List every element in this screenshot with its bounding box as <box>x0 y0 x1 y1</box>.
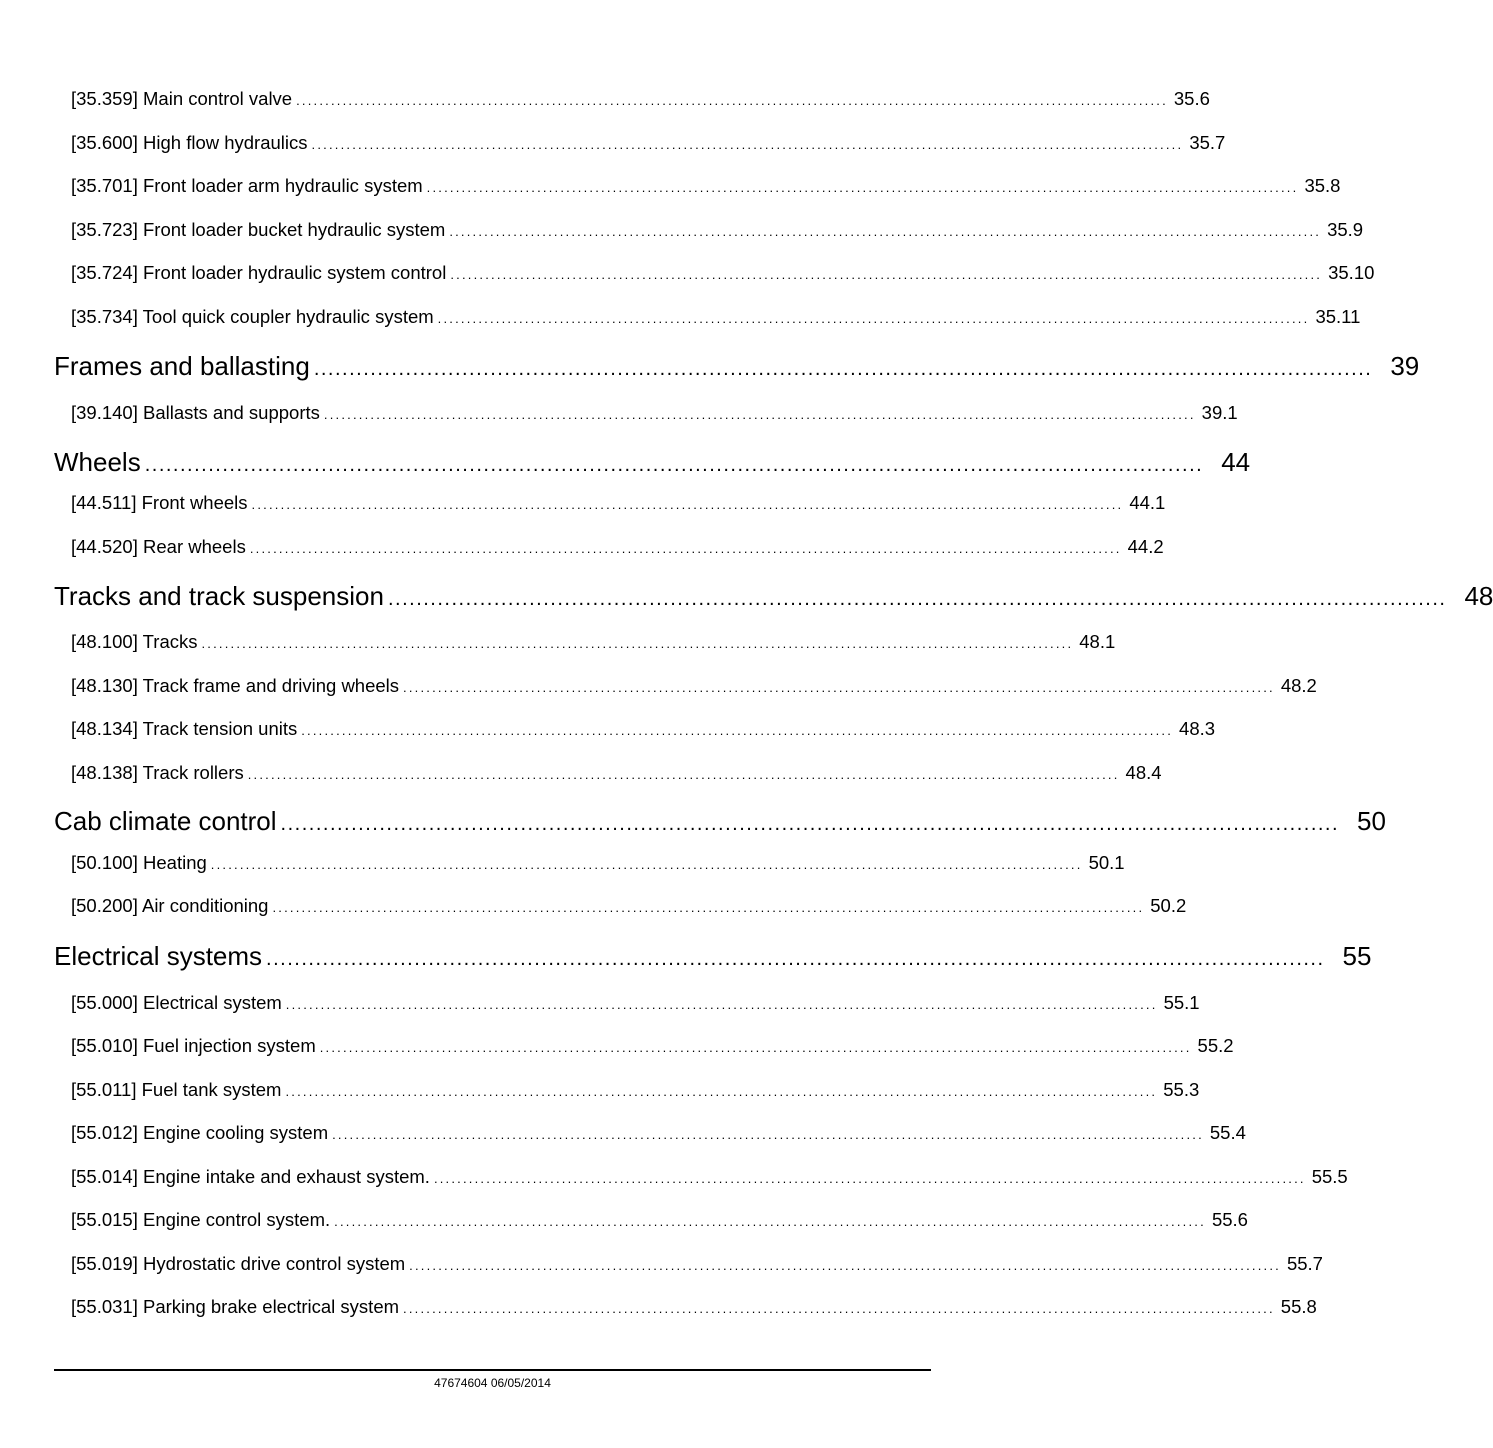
toc-entry-label: [48.134] Track tension units <box>71 718 298 739</box>
dot-leader: ...................................................................................................................................................... <box>144 454 1204 476</box>
toc-entry-page: 55.2 <box>1197 1035 1234 1056</box>
toc-entry-48-130[interactable] <box>71 675 1317 697</box>
dot-leader: ...................................................................................................................................................... <box>311 137 1184 152</box>
dot-leader: ...................................................................................................................................................... <box>426 180 1299 195</box>
toc-entry-48-100[interactable] <box>71 631 1116 653</box>
dot-leader: ...................................................................................................................................................... <box>449 224 1322 239</box>
toc-entry-page: 35.8 <box>1304 175 1341 196</box>
toc-section-label: Electrical systems <box>54 941 263 971</box>
toc-entry-label: [35.734] Tool quick coupler hydraulic system <box>71 306 434 327</box>
toc-section-page: 44 <box>1221 447 1251 477</box>
toc-entry-label: [55.010] Fuel injection system <box>71 1035 316 1056</box>
toc-entry-page: 44.2 <box>1127 536 1164 557</box>
dot-leader: ...................................................................................................................................................... <box>334 1214 1206 1229</box>
toc-entry-label: [35.359] Main control valve <box>71 88 293 109</box>
toc-entry-label: [48.130] Track frame and driving wheels <box>71 675 400 696</box>
toc-entry-55-011[interactable] <box>71 1079 1200 1101</box>
toc-entry-50-100[interactable] <box>71 852 1125 874</box>
dot-leader: ...................................................................................................................................................... <box>450 267 1323 282</box>
toc-entry-44-520[interactable] <box>71 536 1164 558</box>
toc-entry-label: [39.140] Ballasts and supports <box>71 402 320 423</box>
toc-entry-35-701[interactable] <box>71 175 1341 197</box>
toc-entry-page: 48.4 <box>1125 762 1162 783</box>
toc-section-page: 48 <box>1464 581 1493 611</box>
toc-entry-label: [55.015] Engine control system. <box>71 1209 331 1230</box>
toc-entry-label: [55.012] Engine cooling system <box>71 1122 329 1143</box>
toc-entry-page: 35.11 <box>1315 306 1361 327</box>
toc-entry-label: [35.724] Front loader hydraulic system control <box>71 262 447 283</box>
toc-entry-55-012[interactable] <box>71 1122 1246 1144</box>
toc-entry-44-511[interactable] <box>71 492 1166 514</box>
toc-entry-page: 55.7 <box>1286 1253 1323 1274</box>
toc-entry-page: 55.1 <box>1163 992 1200 1013</box>
dot-leader: ...................................................................................................................................................... <box>301 723 1174 738</box>
toc-entry-page: 39.1 <box>1201 402 1238 423</box>
toc-section-page: 50 <box>1357 806 1386 836</box>
toc-entry-page: 55.8 <box>1280 1296 1317 1317</box>
toc-entry-label: [50.200] Air conditioning <box>71 895 269 916</box>
toc-entry-page: 48.1 <box>1079 631 1116 652</box>
toc-section-page: 55 <box>1342 941 1372 971</box>
toc-entry-55-015[interactable] <box>71 1209 1248 1231</box>
toc-section-label: Frames and ballasting <box>54 351 310 381</box>
toc-entry-35-734[interactable] <box>71 306 1361 328</box>
toc-entry-label: [35.600] High flow hydraulics <box>71 132 308 153</box>
toc-entry-page: 55.6 <box>1211 1209 1248 1230</box>
dot-leader: ...................................................................................................................................................... <box>272 900 1145 915</box>
toc-entry-page: 35.7 <box>1189 132 1226 153</box>
dot-leader: ...................................................................................................................................................... <box>249 541 1122 556</box>
footer-doc-id: 47674604 06/05/2014 <box>434 1376 551 1390</box>
toc-entry-55-014[interactable] <box>71 1166 1348 1188</box>
toc-section-cab-climate-control[interactable] <box>54 806 1386 837</box>
toc-entry-label: [48.138] Track rollers <box>71 762 244 783</box>
dot-leader: ...................................................................................................................................................... <box>266 948 1325 970</box>
dot-leader: ...................................................................................................................................................... <box>323 407 1196 422</box>
toc-section-tracks-and-track-suspension[interactable] <box>54 581 1493 612</box>
toc-section-label: Wheels <box>54 447 141 477</box>
toc-entry-page: 48.3 <box>1179 718 1216 739</box>
toc-entry-35-600[interactable] <box>71 132 1226 154</box>
dot-leader: ...................................................................................................................................................... <box>319 1040 1192 1055</box>
toc-entry-55-010[interactable] <box>71 1035 1234 1057</box>
dot-leader: ...................................................................................................................................................... <box>201 636 1074 651</box>
toc-entry-48-134[interactable] <box>71 718 1216 740</box>
toc-entry-page: 55.4 <box>1209 1122 1246 1143</box>
toc-entry-55-000[interactable] <box>71 992 1200 1014</box>
footer-divider <box>54 1369 931 1371</box>
toc-entry-page: 35.6 <box>1173 88 1210 109</box>
toc-entry-48-138[interactable] <box>71 762 1162 784</box>
toc-entry-35-724[interactable] <box>71 262 1375 284</box>
toc-entry-label: [55.019] Hydrostatic drive control system <box>71 1253 406 1274</box>
toc-entry-35-723[interactable] <box>71 219 1364 241</box>
toc-entry-label: [55.011] Fuel tank system <box>71 1079 282 1100</box>
dot-leader: ...................................................................................................................................................... <box>280 813 1340 835</box>
toc-section-label: Cab climate control <box>54 806 277 836</box>
dot-leader: ...................................................................................................................................................... <box>296 93 1168 108</box>
toc-entry-39-140[interactable] <box>71 402 1238 424</box>
toc-entry-page: 55.3 <box>1163 1079 1200 1100</box>
dot-leader: ...................................................................................................................................................... <box>433 1171 1306 1186</box>
dot-leader: ...................................................................................................................................................... <box>285 997 1158 1012</box>
dot-leader: ...................................................................................................................................................... <box>251 497 1124 512</box>
dot-leader: ...................................................................................................................................................... <box>409 1258 1281 1273</box>
toc-entry-label: [44.511] Front wheels <box>71 492 248 513</box>
dot-leader: ...................................................................................................................................................... <box>403 680 1275 695</box>
toc-entry-label: [55.000] Electrical system <box>71 992 282 1013</box>
toc-section-frames-and-ballasting[interactable] <box>54 351 1420 382</box>
toc-entry-page: 35.9 <box>1327 219 1364 240</box>
toc-entry-50-200[interactable] <box>71 895 1187 917</box>
toc-entry-label: [55.031] Parking brake electrical system <box>71 1296 400 1317</box>
toc-section-electrical-systems[interactable] <box>54 941 1372 972</box>
dot-leader: ...................................................................................................................................................... <box>285 1084 1158 1099</box>
toc-entry-35-359[interactable] <box>71 88 1210 110</box>
dot-leader: ...................................................................................................................................................... <box>210 857 1083 872</box>
toc-entry-page: 44.1 <box>1129 492 1166 513</box>
dot-leader: ...................................................................................................................................................... <box>403 1301 1275 1316</box>
toc-entry-55-019[interactable] <box>71 1253 1323 1275</box>
toc-entry-page: 55.5 <box>1311 1166 1348 1187</box>
toc-section-label: Tracks and track suspension <box>54 581 384 611</box>
toc-entry-label: [35.723] Front loader bucket hydraulic system <box>71 219 446 240</box>
dot-leader: ...................................................................................................................................................... <box>247 767 1120 782</box>
toc-entry-55-031[interactable] <box>71 1296 1317 1318</box>
toc-entry-page: 48.2 <box>1280 675 1317 696</box>
dot-leader: ...................................................................................................................................................... <box>332 1127 1204 1142</box>
toc-section-page: 39 <box>1390 351 1420 381</box>
toc-entry-label: [50.100] Heating <box>71 852 207 873</box>
toc-entry-page: 50.1 <box>1088 852 1125 873</box>
toc-entry-page: 50.2 <box>1150 895 1187 916</box>
toc-entry-label: [48.100] Tracks <box>71 631 198 652</box>
toc-entry-label: [35.701] Front loader arm hydraulic system <box>71 175 423 196</box>
toc-entry-label: [55.014] Engine intake and exhaust system. <box>71 1166 430 1187</box>
toc-entry-label: [44.520] Rear wheels <box>71 536 246 557</box>
dot-leader: ...................................................................................................................................................... <box>313 358 1373 380</box>
dot-leader: ...................................................................................................................................................... <box>387 588 1447 610</box>
dot-leader: ...................................................................................................................................................... <box>437 311 1310 326</box>
toc-entry-page: 35.10 <box>1328 262 1375 283</box>
toc-section-wheels[interactable] <box>54 447 1251 478</box>
